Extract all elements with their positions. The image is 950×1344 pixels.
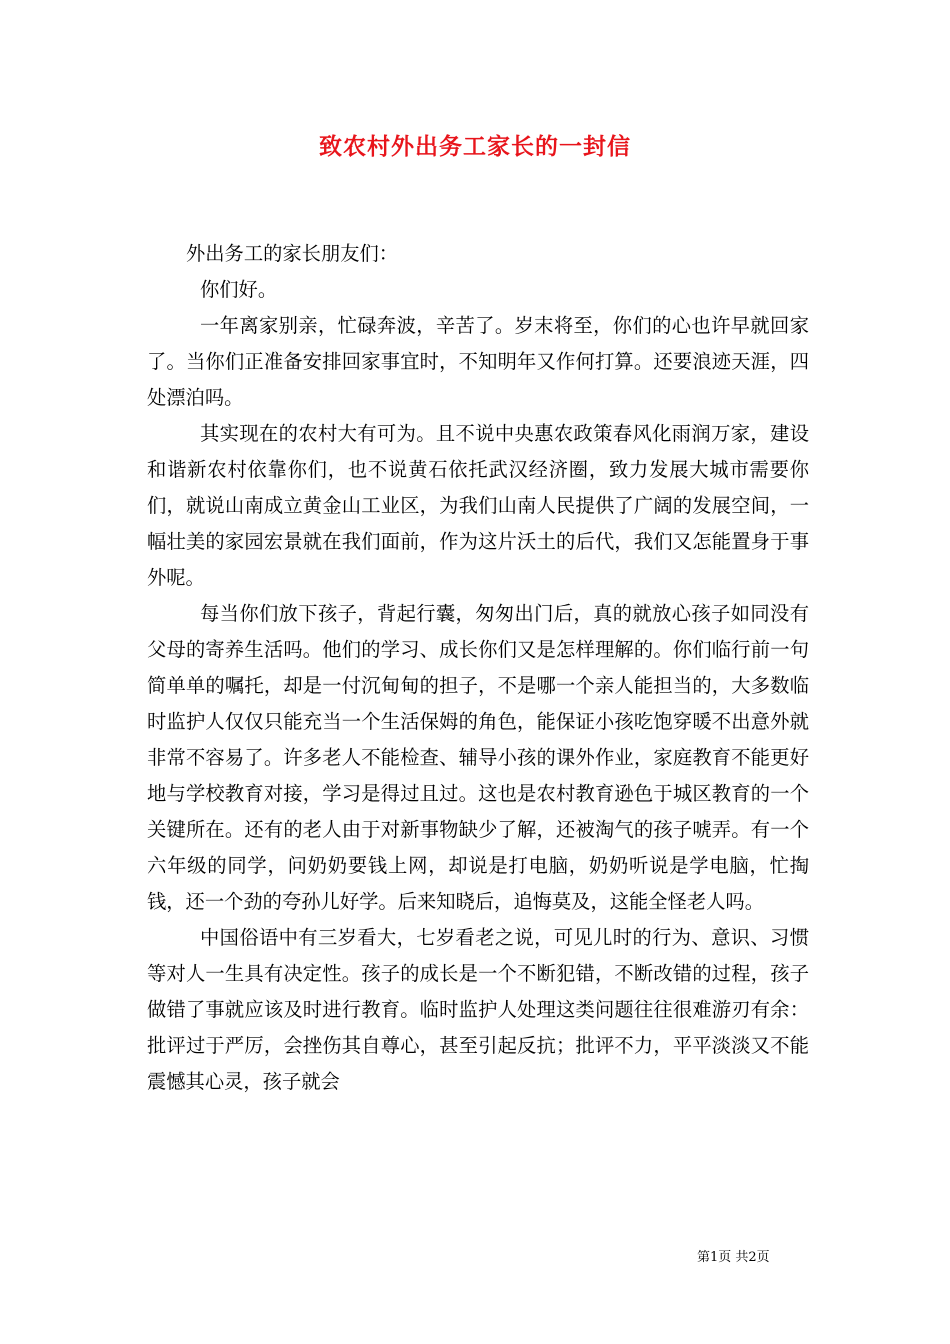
paragraph-2: 其实现在的农村大有可为。且不说中央惠农政策春风化雨润万家，建设和谐新农村依靠你们，也不说黄石依托武汉经济圈，致力发展大城市需要你们，就说山南成立黄金山工业区，为我们山南人民提供了广阔的发展空间，一幅壮美的家园宏景就在我们面前，作为这片沃土的后代，我们又怎能置身于事外呢。 [147, 422, 809, 589]
letter-body [147, 236, 809, 1100]
paragraph-1: 一年离家别亲，忙碌奔波，辛苦了。岁末将至，你们的心也许早就回家了。当你们正准备安排回家事宜时，不知明年又作何打算。还要浪迹天涯，四处漂泊吗。 [147, 314, 809, 409]
paragraph-4: 中国俗语中有三岁看大，七岁看老之说，可见儿时的行为、意识、习惯等对人一生具有决定性。孩子的成长是一个不断犯错，不断改错的过程，孩子做错了事就应该及时进行教育。临时监护人处理这类问题往往很难游刃有余：批评过于严厉，会挫伤其自尊心，甚至引起反抗；批评不力，平平淡淡又不能震憾其心灵，孩子就会 [147, 926, 809, 1093]
greeting: 你们好。 [200, 278, 278, 301]
paragraph-3: 每当你们放下孩子，背起行囊，匆匆出门后，真的就放心孩子如同没有父母的寄养生活吗。他们的学习、成长你们又是怎样理解的。你们临行前一句简单单的嘱托，却是一付沉甸甸的担子，不是哪一个亲人能担当的，大多数临时监护人仅仅只能充当一个生活保姆的角色，能保证小孩吃饱穿暖不出意外就非常不容易了。许多老人不能检查、辅导小孩的课外作业，家庭教育不能更好地与学校教育对接，学习是得过且过。这也是农村教育逊色于城区教育的一个关键所在。还有的老人由于对新事物缺少了解，还被淘气的孩子唬弄。有一个六年级的同学，问奶奶要钱上网，却说是打电脑，奶奶听说是学电脑，忙掏钱，还一个劲的夸孙儿好学。后来知晓后，追悔莫及，这能全怪老人吗。 [147, 602, 809, 913]
document-title: 致农村外出务工家长的一封信 [319, 133, 631, 160]
page-number: 第1页 共2页 [697, 1250, 770, 1265]
salutation: 外出务工的家长朋友们： [186, 242, 399, 265]
